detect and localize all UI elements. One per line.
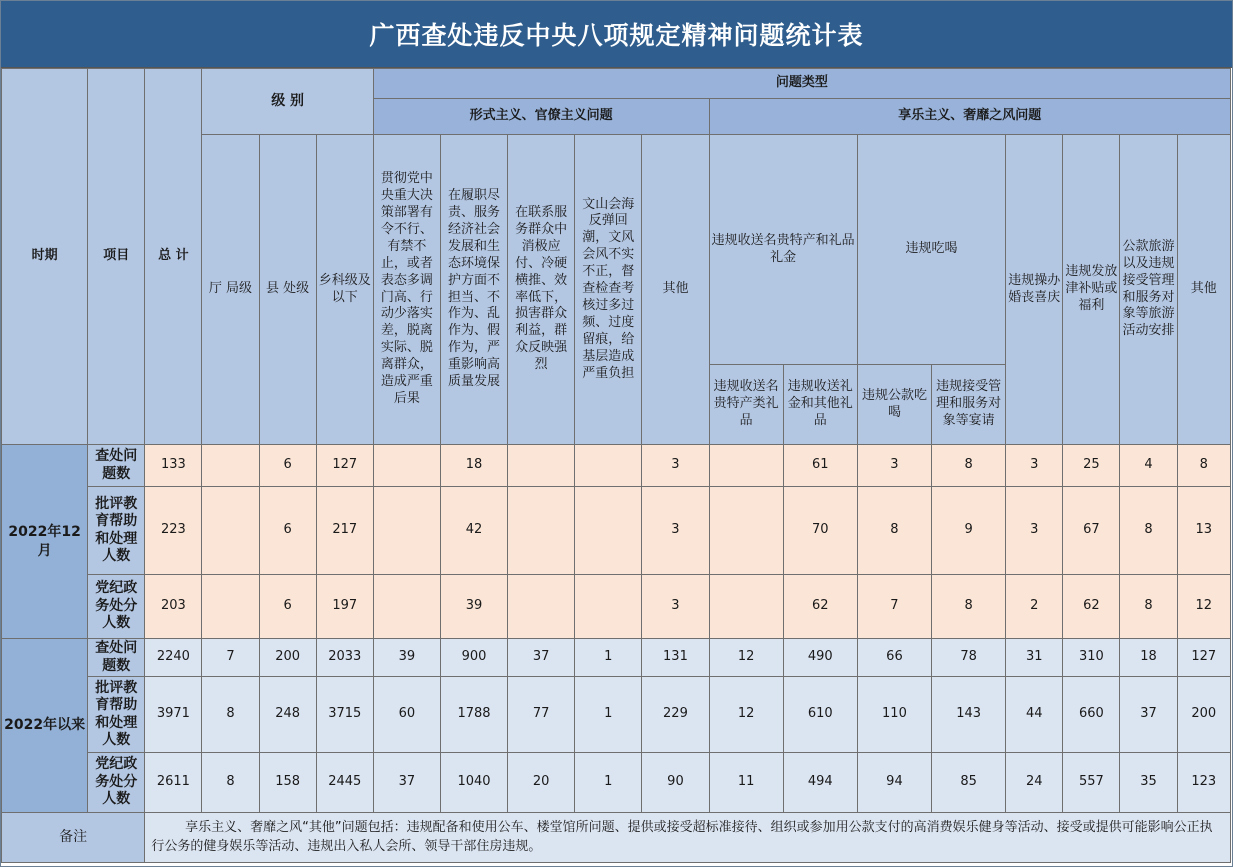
value-cell: 67 [1063, 487, 1120, 575]
value-cell: 37 [508, 639, 575, 677]
value-cell: 25 [1063, 445, 1120, 487]
header-formalism-other: 其他 [642, 135, 709, 445]
value-cell: 37 [373, 753, 440, 813]
value-cell: 39 [440, 575, 507, 639]
value-cell [508, 487, 575, 575]
value-cell: 61 [783, 445, 857, 487]
value-cell: 12 [709, 677, 783, 753]
header-hedonism-other: 其他 [1177, 135, 1230, 445]
value-cell: 3715 [316, 677, 373, 753]
value-cell: 4 [1120, 445, 1177, 487]
header-hedonism-group: 享乐主义、奢靡之风问题 [709, 99, 1230, 135]
header-gift-money: 违规收送礼金和其他礼品 [783, 365, 857, 445]
header-weddings-funerals: 违规操办婚丧喜庆 [1006, 135, 1063, 445]
table-body [2, 445, 1231, 813]
value-cell: 31 [1006, 639, 1063, 677]
value-cell: 8 [857, 487, 931, 575]
value-cell: 77 [508, 677, 575, 753]
period-label: 2022年以来 [2, 639, 88, 813]
header-allowances: 违规发放津补贴或福利 [1063, 135, 1120, 445]
header-travel: 公款旅游以及违规接受管理和服务对象等旅游活动安排 [1120, 135, 1177, 445]
value-cell: 85 [932, 753, 1006, 813]
header-period: 时期 [2, 69, 88, 445]
value-cell: 13 [1177, 487, 1230, 575]
value-cell: 35 [1120, 753, 1177, 813]
header-level-dept: 厅 局级 [202, 135, 259, 445]
value-cell: 123 [1177, 753, 1230, 813]
value-cell: 660 [1063, 677, 1120, 753]
table-title: 广西查处违反中央八项规定精神问题统计表 [1, 1, 1232, 68]
value-cell [709, 487, 783, 575]
value-cell: 229 [642, 677, 709, 753]
value-cell: 78 [932, 639, 1006, 677]
value-cell: 143 [932, 677, 1006, 753]
value-cell: 3 [1006, 487, 1063, 575]
value-cell [575, 575, 642, 639]
value-cell: 11 [709, 753, 783, 813]
value-cell: 8 [202, 677, 259, 753]
value-cell: 8 [932, 445, 1006, 487]
value-cell: 3 [1006, 445, 1063, 487]
value-cell [575, 445, 642, 487]
value-cell: 133 [145, 445, 202, 487]
value-cell: 9 [932, 487, 1006, 575]
value-cell: 110 [857, 677, 931, 753]
header-level-county: 县 处级 [259, 135, 316, 445]
stats-table [1, 68, 1231, 863]
value-cell: 66 [857, 639, 931, 677]
value-cell: 39 [373, 639, 440, 677]
value-cell: 94 [857, 753, 931, 813]
value-cell: 62 [1063, 575, 1120, 639]
value-cell: 1 [575, 639, 642, 677]
value-cell: 197 [316, 575, 373, 639]
value-cell: 200 [259, 639, 316, 677]
value-cell: 60 [373, 677, 440, 753]
value-cell: 610 [783, 677, 857, 753]
value-cell: 18 [440, 445, 507, 487]
value-cell: 158 [259, 753, 316, 813]
value-cell: 2 [1006, 575, 1063, 639]
value-cell: 2033 [316, 639, 373, 677]
value-cell: 6 [259, 575, 316, 639]
value-cell: 2445 [316, 753, 373, 813]
note-text [145, 813, 1231, 863]
value-cell: 200 [1177, 677, 1230, 753]
table-row [2, 639, 1231, 677]
row-item-label: 查处问题数 [88, 445, 145, 487]
value-cell: 12 [1177, 575, 1230, 639]
value-cell [709, 445, 783, 487]
value-cell [508, 575, 575, 639]
value-cell: 24 [1006, 753, 1063, 813]
header-level: 级 别 [202, 69, 373, 135]
value-cell: 44 [1006, 677, 1063, 753]
value-cell: 203 [145, 575, 202, 639]
value-cell: 127 [316, 445, 373, 487]
row-item-label: 党纪政务处分人数 [88, 575, 145, 639]
row-item-label: 党纪政务处分人数 [88, 753, 145, 813]
value-cell: 1 [575, 677, 642, 753]
value-cell: 3 [642, 575, 709, 639]
value-cell: 62 [783, 575, 857, 639]
value-cell: 900 [440, 639, 507, 677]
header-total: 总 计 [145, 69, 202, 445]
header-gift-group: 违规收送名贵特产和礼品礼金 [709, 135, 857, 365]
value-cell: 223 [145, 487, 202, 575]
value-cell: 3 [857, 445, 931, 487]
row-item-label: 查处问题数 [88, 639, 145, 677]
value-cell: 2240 [145, 639, 202, 677]
value-cell: 127 [1177, 639, 1230, 677]
header-dining-public: 违规公款吃喝 [857, 365, 931, 445]
value-cell: 12 [709, 639, 783, 677]
value-cell: 490 [783, 639, 857, 677]
value-cell [373, 487, 440, 575]
value-cell: 3 [642, 487, 709, 575]
header-formalism-2: 在履职尽责、服务经济社会发展和生态环境保护方面不担当、不作为、乱作为、假作为，严重影响高质量发展 [440, 135, 507, 445]
value-cell: 2611 [145, 753, 202, 813]
header-item: 项目 [88, 69, 145, 445]
table-row [2, 445, 1231, 487]
header-dining-group: 违规吃喝 [857, 135, 1005, 365]
header-problem-type: 问题类型 [373, 69, 1230, 99]
value-cell: 37 [1120, 677, 1177, 753]
header-dining-banquet: 违规接受管理和服务对象等宴请 [932, 365, 1006, 445]
value-cell: 217 [316, 487, 373, 575]
value-cell [202, 445, 259, 487]
header-level-township: 乡科级及以下 [316, 135, 373, 445]
value-cell: 3 [642, 445, 709, 487]
value-cell: 131 [642, 639, 709, 677]
value-cell [202, 575, 259, 639]
header-formalism-4: 文山会海反弹回潮，文风会风不实不正，督查检查考核过多过频、过度留痕，给基层造成严重负担 [575, 135, 642, 445]
value-cell: 8 [932, 575, 1006, 639]
value-cell: 1040 [440, 753, 507, 813]
row-item-label: 批评教育帮助和处理人数 [88, 677, 145, 753]
note-label: 备注 [2, 813, 145, 863]
header-formalism-1: 贯彻党中央重大决策部署有令不行、有禁不止，或者表态多调门高、行动少落实差，脱离实际、脱离群众，造成严重后果 [373, 135, 440, 445]
value-cell: 70 [783, 487, 857, 575]
value-cell: 494 [783, 753, 857, 813]
value-cell: 3971 [145, 677, 202, 753]
value-cell: 1788 [440, 677, 507, 753]
header-gift-specialty: 违规收送名贵特产类礼品 [709, 365, 783, 445]
value-cell [373, 445, 440, 487]
value-cell [373, 575, 440, 639]
note-body: 享乐主义、奢靡之风“其他”问题包括：违规配备和使用公车、楼堂馆所问题、提供或接受超标准接待、组织或参加用公款支付的高消费娱乐健身等活动、接受或提供可能影响公正执行公务的健身娱乐等活动、违规出入私人会所、领导干部住房违规。 [151, 819, 1213, 854]
table-row [2, 677, 1231, 753]
header-formalism-group: 形式主义、官僚主义问题 [373, 99, 709, 135]
value-cell: 6 [259, 445, 316, 487]
header-formalism-3: 在联系服务群众中消极应付、冷硬横推、效率低下，损害群众利益，群众反映强烈 [508, 135, 575, 445]
value-cell: 8 [202, 753, 259, 813]
value-cell: 42 [440, 487, 507, 575]
value-cell: 8 [1120, 487, 1177, 575]
value-cell: 8 [1177, 445, 1230, 487]
value-cell [202, 487, 259, 575]
value-cell: 7 [857, 575, 931, 639]
value-cell: 90 [642, 753, 709, 813]
value-cell: 248 [259, 677, 316, 753]
value-cell: 8 [1120, 575, 1177, 639]
table-row [2, 753, 1231, 813]
value-cell: 557 [1063, 753, 1120, 813]
table-row [2, 487, 1231, 575]
table-row [2, 575, 1231, 639]
value-cell: 310 [1063, 639, 1120, 677]
value-cell: 18 [1120, 639, 1177, 677]
value-cell [575, 487, 642, 575]
value-cell [709, 575, 783, 639]
value-cell [508, 445, 575, 487]
value-cell: 7 [202, 639, 259, 677]
period-label: 2022年12月 [2, 445, 88, 639]
value-cell: 20 [508, 753, 575, 813]
value-cell: 6 [259, 487, 316, 575]
value-cell: 1 [575, 753, 642, 813]
row-item-label: 批评教育帮助和处理人数 [88, 487, 145, 575]
